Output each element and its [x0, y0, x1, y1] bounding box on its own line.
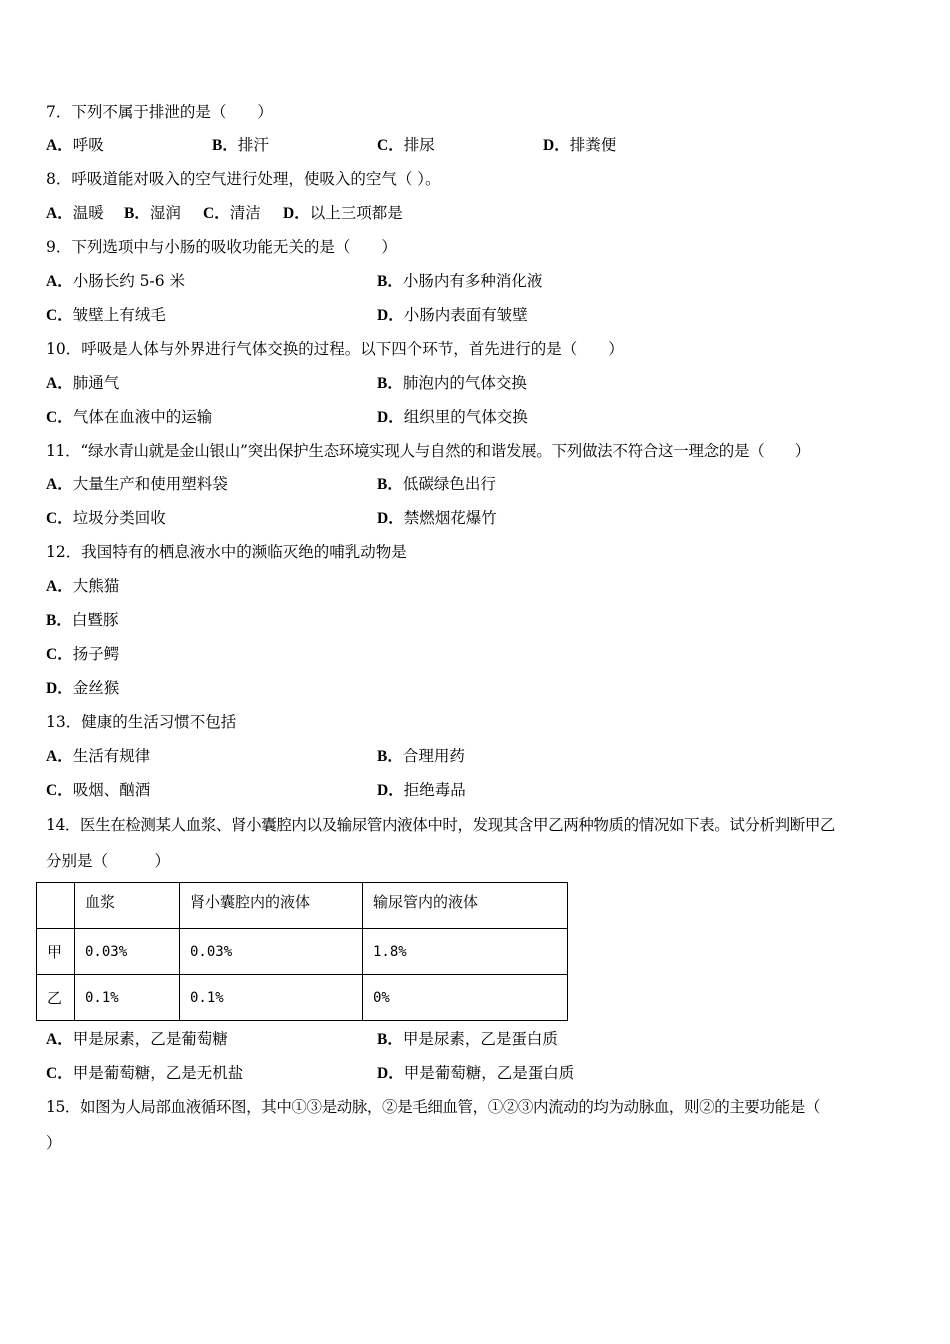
question-8-option-d: D．以上三项都是: [283, 204, 403, 222]
question-13-option-d: D．拒绝毒品: [377, 781, 466, 799]
question-12-option-d: D．金丝猴: [46, 679, 120, 697]
question-7-option-c: C．排尿: [377, 136, 435, 154]
table-cell: 0.03%: [180, 929, 363, 975]
question-8-option-b: B．湿润: [124, 204, 181, 222]
question-10-option-b: B．肺泡内的气体交换: [377, 374, 527, 392]
table-row: [37, 929, 568, 975]
question-11-option-d: D．禁燃烟花爆竹: [377, 509, 497, 527]
question-8-option-c: C．清洁: [203, 204, 261, 222]
table-header-cell: 血浆: [75, 883, 180, 929]
question-9-stem: 9．下列选项中与小肠的吸收功能无关的是（ ）: [46, 238, 397, 256]
question-13-option-c: C．吸烟、酗酒: [46, 781, 151, 799]
question-10-option-d: D．组织里的气体交换: [377, 408, 528, 426]
table-cell: 0.03%: [75, 929, 180, 975]
question-15-stem-line-2: ）: [46, 1134, 62, 1152]
question-13-stem: 13．健康的生活习惯不包括: [46, 713, 237, 731]
table-cell: 0%: [363, 975, 568, 1021]
table-cell: 0.1%: [180, 975, 363, 1021]
question-8-option-a: A．温暖: [46, 204, 104, 222]
table-cell: 0.1%: [75, 975, 180, 1021]
question-7-stem: 7．下列不属于排泄的是（ ）: [46, 103, 273, 121]
question-11-option-b: B．低碳绿色出行: [377, 475, 496, 493]
table-row-header: 甲: [37, 929, 75, 975]
question-11-stem: 11．“绿水青山就是金山银山”突出保护生态环境实现人与自然的和谐发展。下列做法不符合这一理念的是（ ）: [46, 442, 810, 460]
table-header-cell: [37, 883, 75, 929]
question-9-option-b: B．小肠内有多种消化液: [377, 272, 543, 290]
question-10-stem: 10．呼吸是人体与外界进行气体交换的过程。以下四个环节，首先进行的是（ ）: [46, 340, 624, 358]
question-14-option-d: D．甲是葡萄糖，乙是蛋白质: [377, 1064, 575, 1082]
question-9-option-c: C．皱壁上有绒毛: [46, 306, 166, 324]
question-7-option-d: D．排粪便: [543, 136, 617, 154]
question-14-option-b: B．甲是尿素，乙是蛋白质: [377, 1030, 558, 1048]
question-12-option-a: A．大熊猫: [46, 577, 120, 595]
question-13-option-b: B．合理用药: [377, 747, 465, 765]
table-header-cell: 肾小囊腔内的液体: [180, 883, 363, 929]
question-7-option-a: A．呼吸: [46, 136, 104, 154]
question-15-stem-line-1: 15．如图为人局部血液循环图，其中①③是动脉，②是毛细血管，①②③内流动的均为动脉血，则②的主要功能是（: [46, 1098, 820, 1116]
question-12-option-c: C．扬子鳄: [46, 645, 120, 663]
question-14-option-c: C．甲是葡萄糖，乙是无机盐: [46, 1064, 244, 1082]
question-9-option-d: D．小肠内表面有皱壁: [377, 306, 528, 324]
question-12-option-b: B．白暨豚: [46, 611, 119, 629]
question-8-stem: 8．呼吸道能对吸入的空气进行处理，使吸入的空气（ ）。: [46, 170, 441, 188]
table-cell: 1.8%: [363, 929, 568, 975]
question-12-stem: 12．我国特有的栖息液水中的濒临灭绝的哺乳动物是: [46, 543, 407, 561]
question-14-stem-line-1: 14．医生在检测某人血浆、肾小囊腔内以及输尿管内液体中时，发现其含甲乙两种物质的情况如下表。试分析判断甲乙: [46, 816, 836, 834]
question-13-option-a: A．生活有规律: [46, 747, 151, 765]
question-9-option-a: A．小肠长约 5-6 米: [46, 272, 186, 290]
question-7-option-b: B．排汗: [212, 136, 269, 154]
question-14-stem-line-2: 分别是（ ）: [46, 852, 171, 870]
substance-table: [36, 882, 568, 1021]
question-11-option-c: C．垃圾分类回收: [46, 509, 166, 527]
table-header-row: [37, 883, 568, 929]
question-11-option-a: A．大量生产和使用塑料袋: [46, 475, 228, 493]
table-header-cell: 输尿管内的液体: [363, 883, 568, 929]
question-10-option-a: A．肺通气: [46, 374, 120, 392]
table-row: [37, 975, 568, 1021]
question-14-option-a: A．甲是尿素，乙是葡萄糖: [46, 1030, 228, 1048]
table-row-header: 乙: [37, 975, 75, 1021]
question-10-option-c: C．气体在血液中的运输: [46, 408, 213, 426]
